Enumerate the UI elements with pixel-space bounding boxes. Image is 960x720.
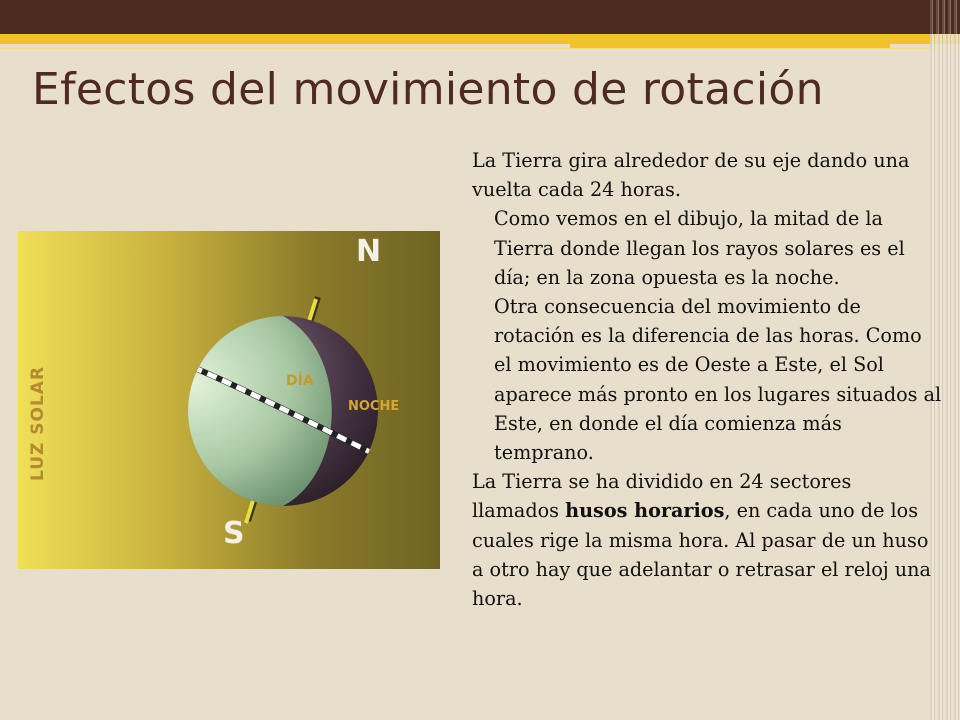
slide-title: Efectos del movimiento de rotación [32, 64, 824, 115]
south-label: S [223, 516, 245, 551]
earth-rotation-figure [18, 231, 440, 569]
right-decorative-stripes-top [930, 0, 960, 34]
luz-solar-label: LUZ SOLAR [28, 365, 48, 481]
husos-horarios-term: husos horarios [565, 499, 725, 523]
paragraph-4 [472, 467, 942, 613]
noche-label: NOCHE [348, 399, 400, 414]
top-gold-stripe [0, 34, 960, 44]
paragraph-1: La Tierra gira alrededor de su eje dando una vuelta cada 24 horas. [472, 149, 910, 202]
top-divider-line [0, 48, 960, 49]
body-text [472, 146, 942, 613]
paragraph-4-start: La Tierra se ha dividido en 24 sectores llamados [472, 470, 852, 523]
dia-label: DÍA [286, 373, 314, 389]
top-band [0, 0, 960, 34]
north-label: N [356, 234, 382, 269]
paragraph-3: Otra consecuencia del movimiento de rotación es la diferencia de las horas. Como el movimiento es de Oeste a Este, el Sol aparece más pronto en los lugares situados al Este, en donde el día comienza más temprano. [494, 295, 942, 465]
paragraph-4-end: , en cada uno de los cuales rige la misma hora. Al pasar de un huso a otro hay que adelantar o retrasar el reloj una hora. [472, 499, 931, 611]
paragraph-2: Como vemos en el dibujo, la mitad de la Tierra donde llegan los rayos solares es el día; en la zona opuesta es la noche. [494, 207, 905, 289]
